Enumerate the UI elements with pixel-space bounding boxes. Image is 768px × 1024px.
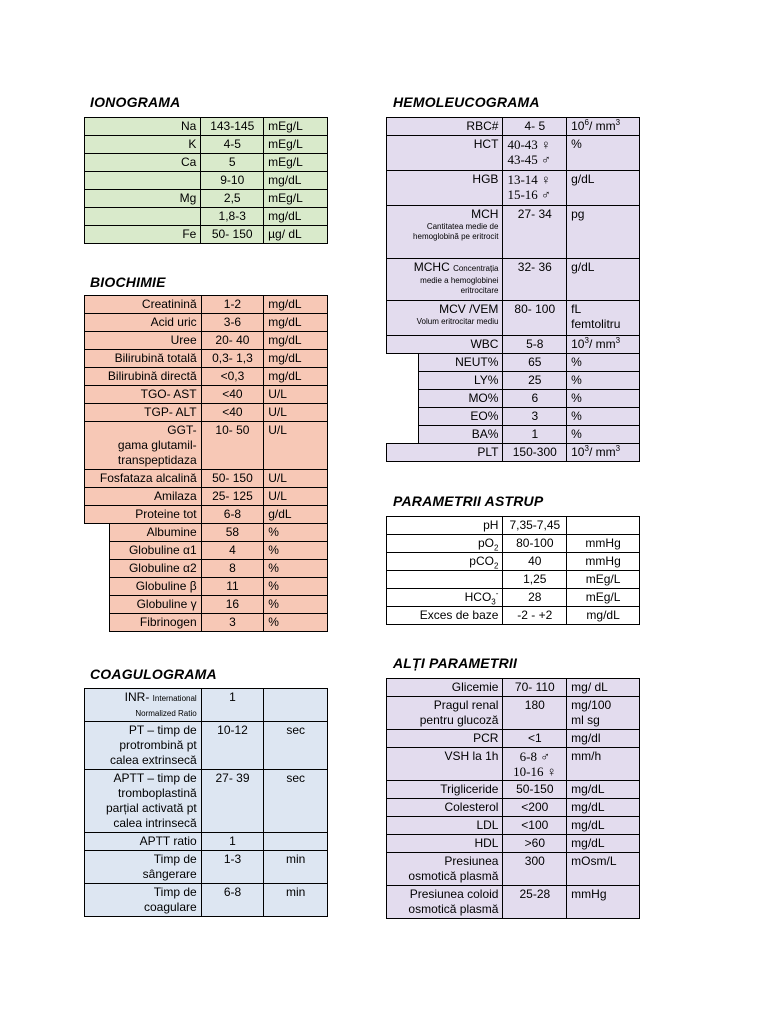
rbc-label: RBC# <box>387 118 503 136</box>
row-value: 1 <box>503 426 567 444</box>
row-unit: mg/dL <box>264 314 328 332</box>
table-row <box>387 781 640 799</box>
row-value: 25- 125 <box>201 488 264 506</box>
mchc-value: 32- 36 <box>503 259 567 301</box>
row-unit: mEg/L <box>264 190 328 208</box>
row-unit: mg/dL <box>264 172 328 190</box>
row-unit: mg/dL <box>264 332 328 350</box>
row-label: Timp de sângerare <box>85 851 202 884</box>
row-unit: mmHg <box>567 553 640 571</box>
wbc-unit: $10^3/$ $mm^3$ <box>567 336 640 354</box>
row-value: 8 <box>201 560 264 578</box>
row-value: <40 <box>201 404 264 422</box>
table-row <box>85 524 328 542</box>
row-value: 1-2 <box>201 296 264 314</box>
row-label: Mg <box>85 190 201 208</box>
row-label: Presiunea coloid osmotică plasmă <box>387 886 503 919</box>
row-label: pCO$_2$ <box>387 553 503 571</box>
row-label: GGT- gama glutamil- transpeptidaza <box>85 422 202 470</box>
row-unit: U/L <box>264 422 328 470</box>
row-value: 1 <box>201 689 264 722</box>
row-label: $pO_2$ <box>387 535 503 553</box>
row-label: INR- International Normalized Ratio <box>85 689 202 722</box>
row-value: 58 <box>201 524 264 542</box>
coagulograma-title: COAGULOGRAMA <box>90 666 217 682</box>
table-row <box>387 301 640 336</box>
row-label: Presiunea osmotică plasmă <box>387 853 503 886</box>
table-row <box>387 426 640 444</box>
row-label <box>387 571 503 589</box>
row-unit: mg/dL <box>567 607 640 625</box>
table-row <box>387 259 640 301</box>
row-label: PCR <box>387 730 503 748</box>
row-value: 1,8-3 <box>201 208 264 226</box>
table-row <box>85 350 328 368</box>
row-label: Globuline γ <box>109 596 201 614</box>
row-unit: mg/dl <box>567 730 640 748</box>
ionograma-title: IONOGRAMA <box>90 94 181 110</box>
row-value: <0,3 <box>201 368 264 386</box>
row-label: Uree <box>85 332 202 350</box>
row-value: 3-6 <box>201 314 264 332</box>
row-value: 1-3 <box>201 851 264 884</box>
table-row <box>387 730 640 748</box>
table-row <box>85 386 328 404</box>
row-value: 28 <box>503 589 567 607</box>
table-row <box>387 571 640 589</box>
mch-value: 27- 34 <box>503 206 567 259</box>
row-value: 180 <box>503 697 567 730</box>
row-label: NEUT% <box>418 354 503 372</box>
table-row <box>85 578 328 596</box>
row-label: Exces de baze <box>387 607 503 625</box>
alti-table <box>386 678 640 919</box>
row-unit: mg/ dL <box>567 679 640 697</box>
row-unit: sec <box>264 770 328 833</box>
row-unit: µg/ dL <box>264 226 328 244</box>
table-row <box>85 506 328 524</box>
row-value: >60 <box>503 835 567 853</box>
row-value: -2 - +2 <box>503 607 567 625</box>
plt-label: PLT <box>387 444 503 462</box>
row-unit <box>264 689 328 722</box>
row-label: LY% <box>418 372 503 390</box>
table-row <box>387 354 640 372</box>
row-value: 10-12 <box>201 722 264 770</box>
row-value: 3 <box>201 614 264 632</box>
row-value: 70- 110 <box>503 679 567 697</box>
table-row <box>85 314 328 332</box>
table-row <box>85 226 328 244</box>
row-unit: mg/dL <box>264 368 328 386</box>
table-row <box>85 332 328 350</box>
table-row <box>387 136 640 171</box>
alti-title: ALȚI PARAMETRII <box>393 655 518 671</box>
row-label: Proteine tot <box>85 506 202 524</box>
row-unit: mg/dL <box>567 799 640 817</box>
row-label: BA% <box>418 426 503 444</box>
table-row <box>387 799 640 817</box>
row-unit: % <box>264 578 328 596</box>
row-label: MO% <box>418 390 503 408</box>
hct-value: 40-43 ♀ 43-45 ♂ <box>503 136 567 171</box>
row-label: Colesterol <box>387 799 503 817</box>
row-value: <200 <box>503 799 567 817</box>
row-label: APTT – timp de tromboplastină parțial activată pt calea intrinsecă <box>85 770 202 833</box>
row-label: Acid uric <box>85 314 202 332</box>
rbc-unit: $10^6/$ $mm^3$ <box>567 118 640 136</box>
row-unit: U/L <box>264 470 328 488</box>
row-unit: U/L <box>264 488 328 506</box>
hgb-value: 13-14 ♀ 15-16 ♂ <box>503 171 567 206</box>
row-unit: mg/dL <box>567 817 640 835</box>
row-label <box>85 172 201 190</box>
row-unit: min <box>264 851 328 884</box>
row-unit: sec <box>264 722 328 770</box>
row-unit: mg/dL <box>264 350 328 368</box>
row-value: 300 <box>503 853 567 886</box>
row-label: TGP- ALT <box>85 404 202 422</box>
table-row <box>387 408 640 426</box>
row-unit: % <box>264 614 328 632</box>
row-unit: mmHg <box>567 535 640 553</box>
row-value: 50- 150 <box>201 226 264 244</box>
row-unit <box>567 517 640 535</box>
row-label: HDL <box>387 835 503 853</box>
row-label: Bilirubină directă <box>85 368 202 386</box>
row-unit: mEg/L <box>567 571 640 589</box>
row-value: 4 <box>201 542 264 560</box>
row-value: 6-8 <box>201 884 264 917</box>
table-row <box>387 517 640 535</box>
row-label: PT – timp de protrombină pt calea extrinsecă <box>85 722 202 770</box>
row-unit: % <box>567 426 640 444</box>
table-row <box>387 607 640 625</box>
table-row <box>85 470 328 488</box>
hgb-unit: g/dL <box>567 171 640 206</box>
row-value: 2,5 <box>201 190 264 208</box>
row-unit: mmHg <box>567 886 640 919</box>
row-value: 6-8 ♂ 10-16 ♀ <box>503 748 567 781</box>
row-label: Timp de coagulare <box>85 884 202 917</box>
table-row <box>387 853 640 886</box>
row-unit: mEg/L <box>264 136 328 154</box>
row-label: Globuline α2 <box>109 560 201 578</box>
row-label: Fibrinogen <box>109 614 201 632</box>
row-unit: mg/dL <box>567 781 640 799</box>
row-value: 3 <box>503 408 567 426</box>
row-value: <100 <box>503 817 567 835</box>
coagulograma-table <box>84 688 328 917</box>
mcv-unit: fL femtolitru <box>567 301 640 336</box>
hemoleucograma-table <box>386 117 640 462</box>
row-value: <1 <box>503 730 567 748</box>
row-unit: g/dL <box>264 506 328 524</box>
mcv-label: MCV /VEM Volum eritrocitar mediu <box>387 301 503 336</box>
row-label: Globuline α1 <box>109 542 201 560</box>
row-value: 50-150 <box>503 781 567 799</box>
table-row <box>387 336 640 354</box>
hct-label: HCT <box>387 136 503 171</box>
row-value: 10- 50 <box>201 422 264 470</box>
row-value: 5 <box>201 154 264 172</box>
row-unit: mg/dL <box>567 835 640 853</box>
row-label: Bilirubină totală <box>85 350 202 368</box>
astrup-title: PARAMETRII ASTRUP <box>393 493 544 509</box>
mcv-value: 80- 100 <box>503 301 567 336</box>
rbc-value: 4- 5 <box>503 118 567 136</box>
row-value: 25-28 <box>503 886 567 919</box>
table-row <box>85 296 328 314</box>
astrup-table <box>386 516 640 625</box>
row-value: 40 <box>503 553 567 571</box>
row-unit: mm/h <box>567 748 640 781</box>
row-label: EO% <box>418 408 503 426</box>
row-label: TGO- AST <box>85 386 202 404</box>
row-unit: min <box>264 884 328 917</box>
table-row <box>387 390 640 408</box>
row-value: 1 <box>201 833 264 851</box>
row-label: Trigliceride <box>387 781 503 799</box>
table-row <box>85 596 328 614</box>
row-unit: % <box>567 390 640 408</box>
table-row <box>85 172 328 190</box>
row-value: 20- 40 <box>201 332 264 350</box>
table-row <box>387 553 640 571</box>
row-unit: % <box>264 596 328 614</box>
row-label: LDL <box>387 817 503 835</box>
row-unit: mOsm/L <box>567 853 640 886</box>
table-row <box>85 833 328 851</box>
table-row <box>387 171 640 206</box>
row-unit: % <box>567 354 640 372</box>
row-value: 1,25 <box>503 571 567 589</box>
table-row <box>85 154 328 172</box>
row-value: 80-100 <box>503 535 567 553</box>
hgb-label: HGB <box>387 171 503 206</box>
row-value: 11 <box>201 578 264 596</box>
table-row <box>387 206 640 259</box>
row-label: Pragul renal pentru glucoză <box>387 697 503 730</box>
row-label: Creatinină <box>85 296 202 314</box>
row-label: Ca <box>85 154 201 172</box>
row-unit: % <box>567 372 640 390</box>
row-label: Fe <box>85 226 201 244</box>
biochimie-title: BIOCHIMIE <box>90 274 166 290</box>
row-unit: mEg/L <box>264 154 328 172</box>
table-row <box>85 368 328 386</box>
row-unit: % <box>264 542 328 560</box>
table-row <box>387 886 640 919</box>
row-unit: % <box>264 560 328 578</box>
row-label: Glicemie <box>387 679 503 697</box>
mch-unit: pg <box>567 206 640 259</box>
table-row <box>85 404 328 422</box>
table-row <box>85 851 328 884</box>
row-label: Albumine <box>109 524 201 542</box>
row-unit <box>264 833 328 851</box>
row-label: Globuline β <box>109 578 201 596</box>
table-row <box>387 589 640 607</box>
row-label: $HCO_3^-$ <box>387 589 503 607</box>
plt-unit: $10^3/$ $mm^3$ <box>567 444 640 462</box>
wbc-value: 5-8 <box>503 336 567 354</box>
table-row <box>387 835 640 853</box>
table-row <box>387 444 640 462</box>
row-label <box>85 208 201 226</box>
row-label: VSH la 1h <box>387 748 503 781</box>
table-row <box>85 722 328 770</box>
table-row <box>85 136 328 154</box>
biochimie-table <box>84 295 328 632</box>
plt-value: 150-300 <box>503 444 567 462</box>
mchc-unit: g/dL <box>567 259 640 301</box>
table-row <box>85 884 328 917</box>
row-value: 4-5 <box>201 136 264 154</box>
row-label: Amilaza <box>85 488 202 506</box>
table-row <box>85 118 328 136</box>
row-unit: mEg/L <box>264 118 328 136</box>
row-label: Fosfataza alcalină <box>85 470 202 488</box>
row-unit: U/L <box>264 386 328 404</box>
ionograma-table <box>84 117 328 244</box>
table-row <box>85 190 328 208</box>
row-value: 16 <box>201 596 264 614</box>
row-unit: % <box>567 408 640 426</box>
table-row <box>85 689 328 722</box>
row-value: 27- 39 <box>201 770 264 833</box>
row-unit: mg/100 ml sg <box>567 697 640 730</box>
row-label: Na <box>85 118 201 136</box>
table-row <box>387 817 640 835</box>
table-row <box>85 488 328 506</box>
row-label: K <box>85 136 201 154</box>
table-row <box>387 679 640 697</box>
row-value: <40 <box>201 386 264 404</box>
table-row <box>387 535 640 553</box>
row-value: 9-10 <box>201 172 264 190</box>
hemoleucograma-title: HEMOLEUCOGRAMA <box>393 94 540 110</box>
row-value: 6 <box>503 390 567 408</box>
table-row <box>387 748 640 781</box>
row-value: 65 <box>503 354 567 372</box>
row-unit: mg/dL <box>264 296 328 314</box>
table-row <box>85 542 328 560</box>
mchc-label: MCHC Concentrația medie a hemoglobinei eritrocitare <box>387 259 503 301</box>
row-value: 0,3- 1,3 <box>201 350 264 368</box>
table-row <box>387 697 640 730</box>
table-row <box>85 422 328 470</box>
row-label: APTT ratio <box>85 833 202 851</box>
table-row <box>387 118 640 136</box>
mch-label: MCH Cantitatea medie de hemoglobină pe eritrocit <box>387 206 503 259</box>
row-value: 143-145 <box>201 118 264 136</box>
hct-unit: % <box>567 136 640 171</box>
row-value: 6-8 <box>201 506 264 524</box>
table-row <box>85 560 328 578</box>
row-value: 50- 150 <box>201 470 264 488</box>
row-value: 7,35-7,45 <box>503 517 567 535</box>
row-value: 25 <box>503 372 567 390</box>
row-unit: mEg/L <box>567 589 640 607</box>
table-row <box>85 614 328 632</box>
row-label: pH <box>387 517 503 535</box>
row-unit: U/L <box>264 404 328 422</box>
table-row <box>85 770 328 833</box>
table-row <box>85 208 328 226</box>
wbc-label: WBC <box>387 336 503 354</box>
row-unit: % <box>264 524 328 542</box>
table-row <box>387 372 640 390</box>
row-unit: mg/dL <box>264 208 328 226</box>
